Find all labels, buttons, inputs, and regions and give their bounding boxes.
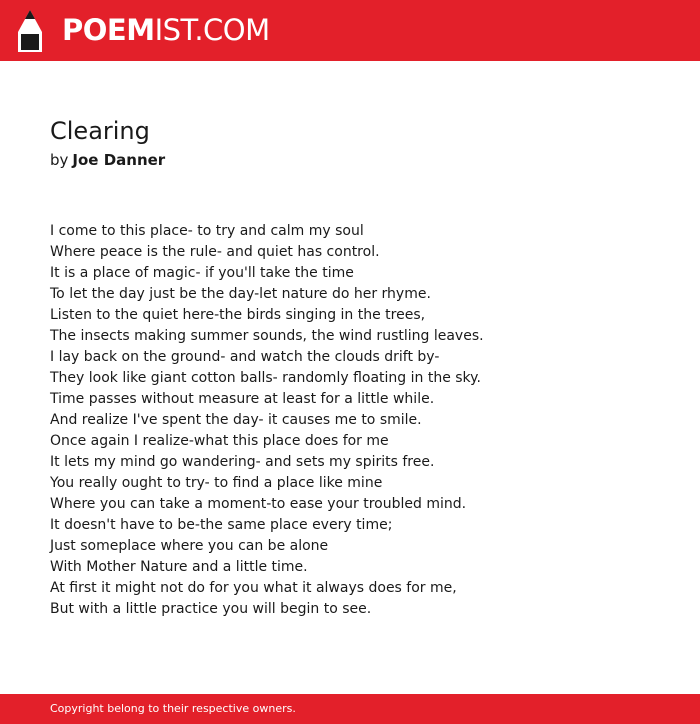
poem-line: Once again I realize-what this place does for me: [50, 433, 389, 449]
poem-line: They look like giant cotton balls- randomly floating in the sky.: [50, 370, 481, 386]
poem-line: Listen to the quiet here-the birds singing in the trees,: [50, 307, 426, 323]
poem-line: You really ought to try- to find a place like mine: [50, 475, 383, 491]
site-logo[interactable]: [62, 13, 270, 47]
logo-text-light: IST.COM: [154, 13, 270, 47]
poem-line: The insects making summer sounds, the wind rustling leaves.: [50, 328, 484, 344]
by-label: by: [50, 151, 69, 169]
poem-title: Clearing: [50, 117, 150, 145]
pencil-logo-icon[interactable]: [18, 10, 42, 52]
poem-line: It is a place of magic- if you'll take the time: [50, 265, 354, 281]
poem-line: Just someplace where you can be alone: [50, 538, 329, 554]
site-header: [0, 0, 700, 61]
poem-line: At first it might not do for you what it always does for me,: [50, 580, 457, 596]
poem-line: Where peace is the rule- and quiet has control.: [50, 244, 380, 260]
poem-line: With Mother Nature and a little time.: [50, 559, 308, 575]
author-name: Joe Danner: [72, 151, 166, 169]
copyright-notice: Copyright belong to their respective owners.: [50, 702, 296, 715]
site-footer: [0, 694, 700, 724]
poem-content: [50, 115, 670, 620]
poem-line: Where you can take a moment-to ease your troubled mind.: [50, 496, 467, 512]
poem-line: To let the day just be the day-let nature do her rhyme.: [50, 286, 431, 302]
poem-body: [50, 221, 670, 620]
poem-line: I lay back on the ground- and watch the clouds drift by-: [50, 349, 440, 365]
byline: [50, 149, 670, 171]
poem-line: And realize I've spent the day- it causes me to smile.: [50, 412, 422, 428]
poem-line: It doesn't have to be-the same place every time;: [50, 517, 393, 533]
poem-line: Time passes without measure at least for a little while.: [50, 391, 435, 407]
poem-line: It lets my mind go wandering- and sets my spirits free.: [50, 454, 435, 470]
poem-line: I come to this place- to try and calm my soul: [50, 223, 364, 239]
logo-text-bold: POEM: [62, 13, 155, 47]
poem-line: But with a little practice you will begin to see.: [50, 601, 372, 617]
